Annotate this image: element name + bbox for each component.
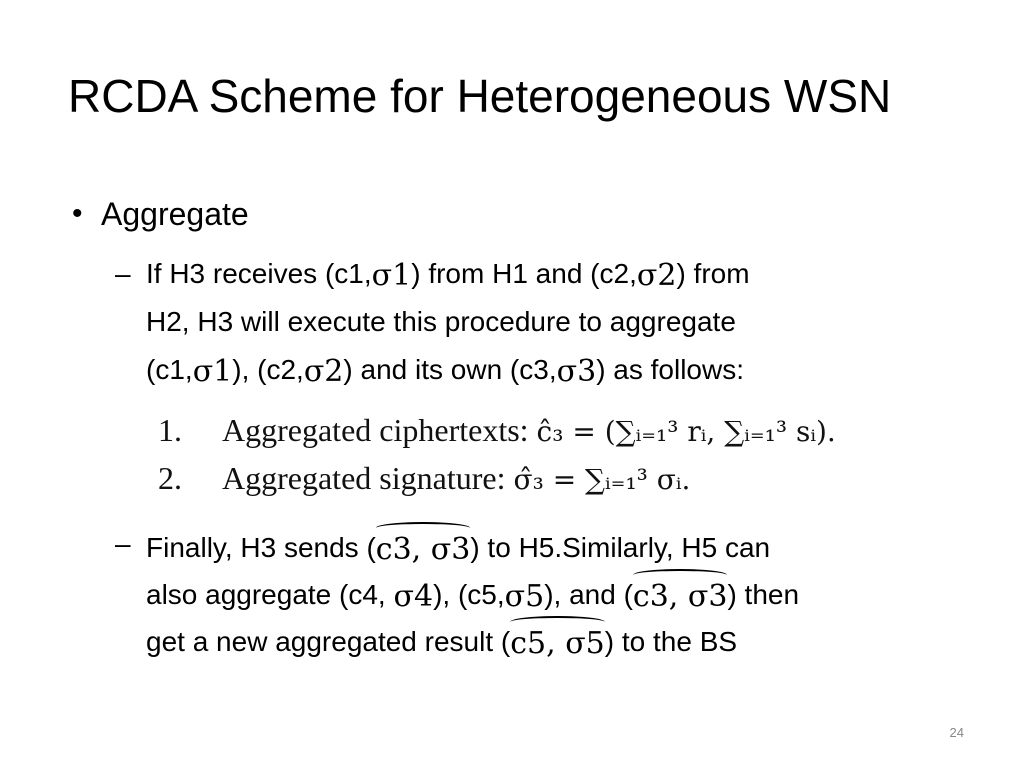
text: ) as follows: (596, 354, 745, 385)
sigma1-symbol: σ1 (371, 258, 412, 293)
text: ) from (676, 258, 750, 289)
text: ), (c2, (232, 354, 304, 385)
procedure-step-2 (158, 458, 690, 500)
text: ) and its own (c3, (343, 354, 557, 385)
pair-text: c3, σ3 (375, 532, 471, 567)
text: ) to the BS (604, 626, 738, 657)
hat-c5-sigma5 (510, 614, 605, 667)
sigma3-symbol: σ3 (556, 354, 597, 389)
bullet-aggregate: Aggregate (101, 196, 249, 232)
hat-arc-icon (376, 522, 471, 534)
hat-c3-sigma3 (376, 520, 471, 573)
sigma1-symbol: σ1 (192, 354, 233, 389)
step-number: 1. (158, 412, 182, 448)
dash-icon: – (115, 528, 131, 559)
text: ), and ( (544, 579, 633, 610)
text: ) from H1 and (c2, (411, 258, 637, 289)
sub-bullet-1-line-1 (146, 250, 750, 299)
slide-number: 24 (949, 725, 964, 740)
pair-text: c3, σ3 (632, 579, 728, 614)
bullet-icon: • (72, 197, 83, 230)
dash-icon: – (115, 258, 131, 289)
sigma2-symbol: σ2 (636, 258, 677, 293)
hat-c3-sigma3 (633, 567, 728, 620)
text: ), (c5, (433, 579, 505, 610)
sigma5-symbol: σ5 (504, 579, 545, 614)
pair-text: c5, σ5 (510, 626, 605, 661)
sub-bullet-2-line-1 (146, 520, 770, 573)
text: get a new aggregated result ( (146, 626, 511, 657)
step-number: 2. (158, 460, 182, 496)
sigma2-symbol: σ2 (303, 354, 344, 389)
signature-formula: σ̂₃ = ∑ᵢ₌₁³ σᵢ. (513, 463, 691, 496)
sub-bullet-1-line-2: H2, H3 will execute this procedure to aggregate (146, 306, 736, 337)
sub-bullet-1-line-3 (146, 346, 744, 395)
text: ) to H5.Similarly, H5 can (470, 532, 771, 563)
step-label: Aggregated signature: (222, 460, 506, 496)
hat-arc-icon (510, 616, 605, 628)
text: ) then (727, 579, 800, 610)
procedure-step-1 (158, 410, 836, 452)
step-label: Aggregated ciphertexts: (222, 412, 529, 448)
text: also aggregate (c4, (146, 579, 386, 610)
ciphertext-formula: ĉ₃ = (∑ᵢ₌₁³ rᵢ, ∑ᵢ₌₁³ sᵢ). (536, 415, 836, 448)
text: If H3 receives (c1, (146, 258, 372, 289)
text: Finally, H3 sends ( (146, 532, 376, 563)
hat-arc-icon (633, 569, 728, 581)
sub-bullet-2-line-2 (146, 567, 799, 620)
sub-bullet-2-line-3 (146, 614, 737, 667)
sigma4-symbol: σ4 (393, 579, 434, 614)
slide-title: RCDA Scheme for Heterogeneous WSN (68, 70, 892, 122)
text: (c1, (146, 354, 193, 385)
